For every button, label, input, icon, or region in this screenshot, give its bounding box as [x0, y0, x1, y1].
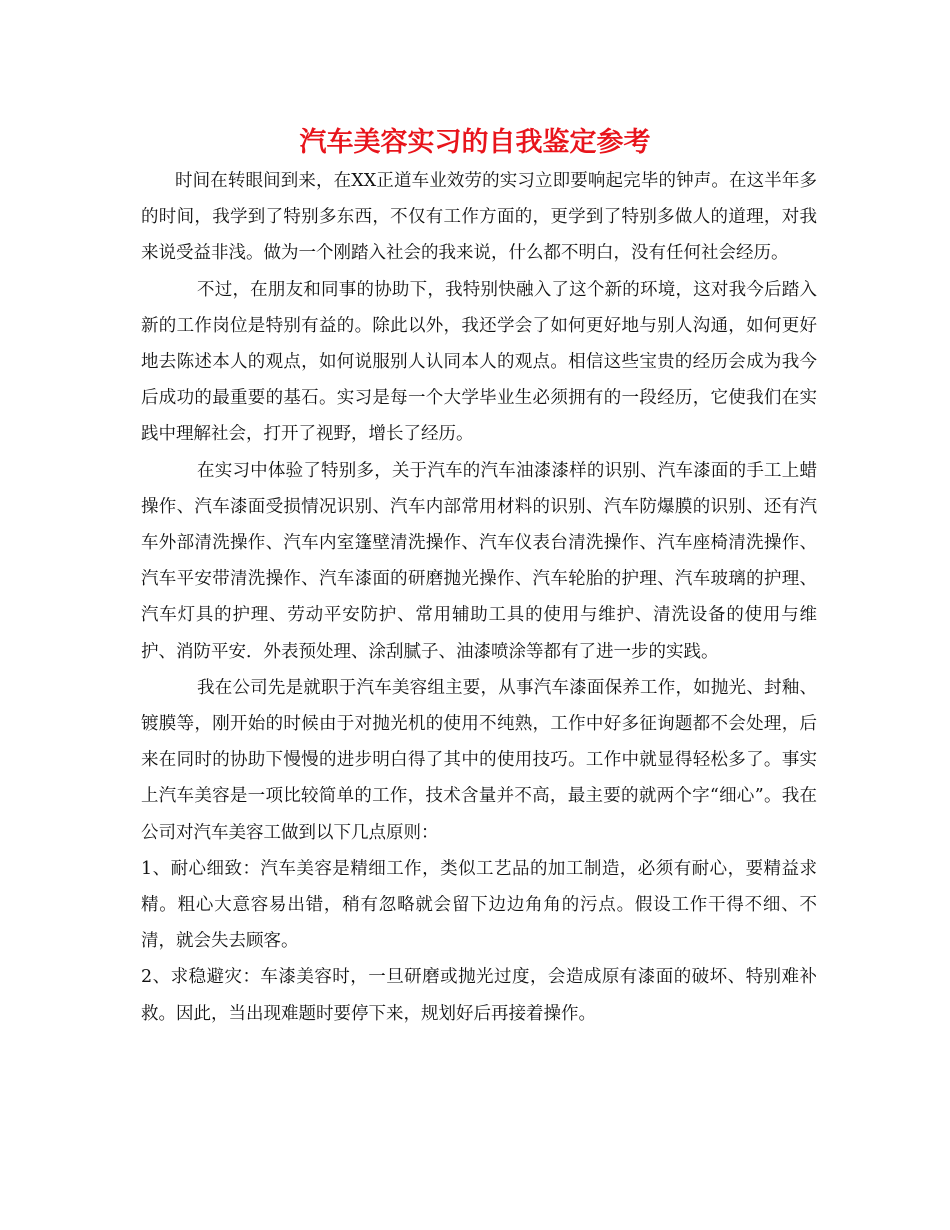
paragraph-work: 我在公司先是就职于汽车美容组主要，从事汽车漆面保养工作，如抛光、封釉、镀膜等，刚开始的时候由于对抛光机的使用不纯熟，工作中好多征询题都不会处理，后来在同时的协助下慢慢的进步明白得了其中的使用技巧。工作中就显得轻松多了。事实上汽车美容是一项比较简单的工作，技术含量并不高，最主要的就两个字“细心”。我在公司对汽车美容工做到以下几点原则：: [141, 677, 817, 843]
document-title: 汽车美容实习的自我鉴定参考: [299, 127, 651, 158]
paragraph-principle-1: 1、耐心细致：汽车美容是精细工作，类似工艺品的加工制造，必须有耐心，要精益求精。粗心大意容易出错，稍有忽略就会留下边边角角的污点。假设工作干得不细、不清，就会失去顾客。: [141, 858, 817, 952]
paragraph-intro: 时间在转眼间到来，在XX正道车业效劳的实习立即要响起完毕的钟声。在这半年多的时间，我学到了特别多东西，不仅有工作方面的，更学到了特别多做人的道理，对我来说受益非浅。做为一个刚踏入社会的我来说，什么都不明白，没有任何社会经历。: [141, 171, 817, 264]
document-body: [141, 163, 817, 1032]
paragraph-experience: 在实习中体验了特别多，关于汽车的汽车油漆漆样的识别、汽车漆面的手工上蜡操作、汽车漆面受损情况识别、汽车内部常用材料的识别、汽车防爆膜的识别、还有汽车外部清洗操作、汽车内室篷壁清洗操作、汽车仪表台清洗操作、汽车座椅清洗操作、汽车平安带清洗操作、汽车漆面的研磨抛光操作、汽车轮胎的护理、汽车玻璃的护理、汽车灯具的护理、劳动平安防护、常用辅助工具的使用与维护、清洗设备的使用与维护、消防平安．外表预处理、涂刮腻子、油漆喷涂等都有了进一步的实践。: [141, 460, 817, 662]
paragraph-growth: 不过，在朋友和同事的协助下，我特别快融入了这个新的环境，这对我今后踏入新的工作岗位是特别有益的。除此以外，我还学会了如何更好地与别人沟通，如何更好地去陈述本人的观点，如何说服别人认同本人的观点。相信这些宝贵的经历会成为我今后成功的最重要的基石。实习是每一个大学毕业生必须拥有的一段经历，它使我们在实践中理解社会，打开了视野，增长了经历。: [141, 279, 817, 445]
paragraph-principle-2: 2、求稳避灾：车漆美容时，一旦研磨或抛光过度，会造成原有漆面的破坏、特别难补救。因此，当出现难题时要停下来，规划好后再接着操作。: [141, 967, 817, 1024]
